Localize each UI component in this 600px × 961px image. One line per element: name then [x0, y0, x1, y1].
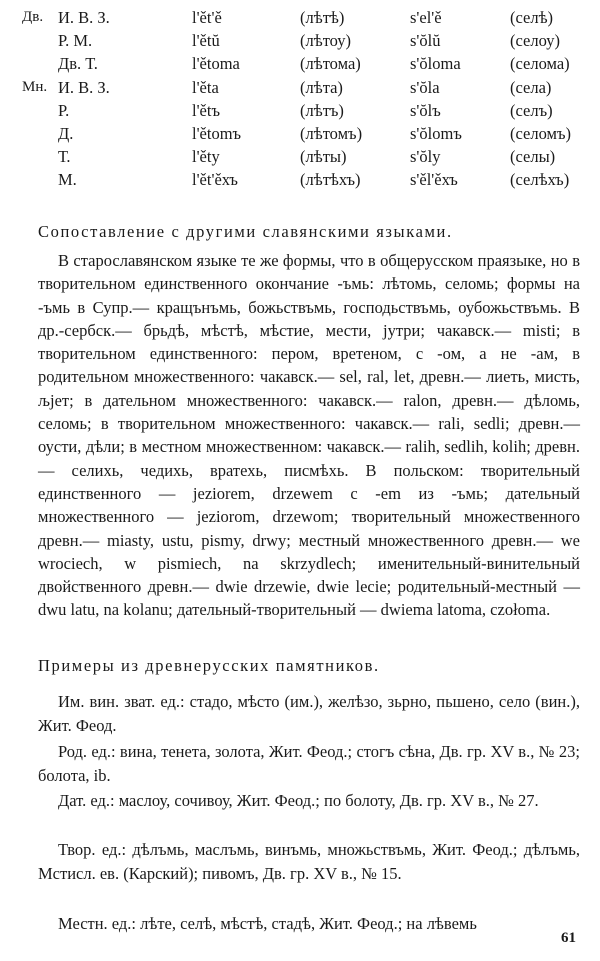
cyrillic-leto: (лѣта) — [300, 77, 343, 97]
cyrillic-selo: (селѣ) — [510, 8, 554, 27]
transcription-selo: s'ŏla — [410, 77, 440, 97]
transcription-leto: l'ět'ě — [192, 8, 222, 27]
transcription-selo: s'ŏlomъ — [410, 123, 462, 143]
declension-row — [0, 52, 600, 75]
cyrillic-leto: (лѣтомъ) — [300, 123, 363, 143]
transcription-leto: l'ět'ěхъ — [192, 170, 238, 190]
cyrillic-selo: (селома) — [510, 54, 570, 74]
cyrillic-selo: (селомъ) — [510, 123, 571, 143]
transcription-selo: s'ŏlŭ — [410, 31, 441, 51]
declension-row — [0, 168, 600, 191]
declension-table — [0, 6, 600, 192]
case-label: Т. — [58, 147, 71, 167]
case-label: И. В. З. — [58, 8, 110, 27]
example-nominative: Им. вин. зват. ед.: стадо, мѣсто (им.), желѣзо, зьрно, пьшено, село (вин.), Жит. Феод. — [38, 692, 580, 735]
example-instrumental: Твор. ед.: дѣлъмь, маслъмь, винъмь, множьствъмь, Жит. Феод.; дѣлъмь, Мстисл. ев. (Карский); пивомъ, Дв. гр. XV в., № 15. — [38, 840, 580, 883]
declension-row — [0, 76, 600, 99]
number-label: Мн. — [22, 78, 48, 95]
cyrillic-selo: (селъ) — [510, 100, 553, 120]
cyrillic-selo: (селоу) — [510, 31, 560, 51]
cyrillic-selo: (села) — [510, 77, 552, 97]
case-label: Дв. Т. — [58, 54, 98, 74]
declension-row — [0, 99, 600, 122]
section-heading-comparison: Сопоставление с другими славянскими языками. — [38, 222, 453, 241]
transcription-selo: s'ŏlъ — [410, 100, 441, 120]
case-label: Р. М. — [58, 31, 93, 51]
transcription-leto: l'ětъ — [192, 100, 220, 120]
transcription-leto: l'ětŭ — [192, 31, 220, 51]
transcription-leto: l'ěty — [192, 147, 220, 167]
case-label: И. В. З. — [58, 77, 110, 97]
declension-row — [0, 29, 600, 52]
cyrillic-leto: (лѣтѣхъ) — [300, 170, 361, 190]
cyrillic-selo: (селѣхъ) — [510, 170, 570, 190]
cyrillic-leto: (лѣтома) — [300, 54, 361, 74]
comparison-paragraph: В старославянском языке те же формы, что в общерусском праязыке, но в творительном единственного окончание -ъмь: лѣтомь, селомь; формы на -ъмь в Супр.— кращънъмь, божьствъмь, господьствъмь, оубожьствъмь. В др.-сербск.— брьдѣ, мѣстѣ, мѣстие, мести, јутри; чакавск.— misti; в творительном единственного: пером, вретеном, с -ом, а не -ам, в родительном множественного: чакавск.— sel, ral, let, древн.— лиеть, мисть, љјет; в дательном множественного: чакавск.— ralon, древн.— дѣломь, селомь; в творительном множественного: чакавск.— rali, sedli; древн.— оусти, дѣли; в местном множественном: чакавск.— ralih, sedlih, kolih; древн.— селихь, чедихь, вратехь, писмѣхь. В польском: творительный единственного — jeziorem, drzewem с -em из -ъмь; дательный множественного — jeziorom, drzewom; творительный множественного древн.— miasty, ustu, pismy, drwy; местный множественного древн.— we wrociech, w pismiech, na skrzydlech; именительный-винительный двойственного древн.— dwie drzewie, dwie lecie; родительный-местный — dwu latu, na kolanu; дательный-творительный — dwiema latoma, czołoma. — [38, 251, 580, 620]
cyrillic-leto: (лѣтѣ) — [300, 8, 345, 27]
transcription-selo: s'ěl'ěхъ — [410, 170, 458, 190]
cyrillic-leto: (лѣтоу) — [300, 31, 352, 51]
number-label: Дв. — [22, 9, 44, 25]
declension-row — [0, 6, 600, 29]
cyrillic-leto: (лѣты) — [300, 147, 347, 167]
transcription-leto: l'ětomъ — [192, 123, 242, 143]
case-label: Д. — [58, 123, 74, 143]
transcription-selo: s'el'ě — [410, 8, 442, 27]
cyrillic-selo: (селы) — [510, 147, 556, 167]
case-label: М. — [58, 170, 77, 190]
page-number: 61 — [561, 930, 576, 946]
transcription-selo: s'ŏly — [410, 147, 441, 167]
transcription-leto: l'ěta — [192, 77, 219, 97]
example-dative: Дат. ед.: маслоу, сочивоу, Жит. Феод.; по болоту, Дв. гр. XV в., № 27. — [58, 791, 539, 810]
declension-row — [0, 145, 600, 168]
declension-row — [0, 122, 600, 145]
case-label: Р. — [58, 100, 70, 120]
transcription-selo: s'ŏloma — [410, 54, 461, 74]
example-locative: Местн. ед.: лѣте, селѣ, мѣстѣ, стадѣ, Жит. Феод.; на лѣвемь — [58, 914, 477, 933]
transcription-leto: l'ětoma — [192, 54, 240, 74]
section-heading-examples: Примеры из древнерусских памятников. — [38, 656, 380, 675]
cyrillic-leto: (лѣтъ) — [300, 100, 344, 120]
example-genitive: Род. ед.: вина, тенета, золота, Жит. Феод.; стогъ сѣна, Дв. гр. XV в., № 23; болота, ib. — [38, 742, 580, 785]
